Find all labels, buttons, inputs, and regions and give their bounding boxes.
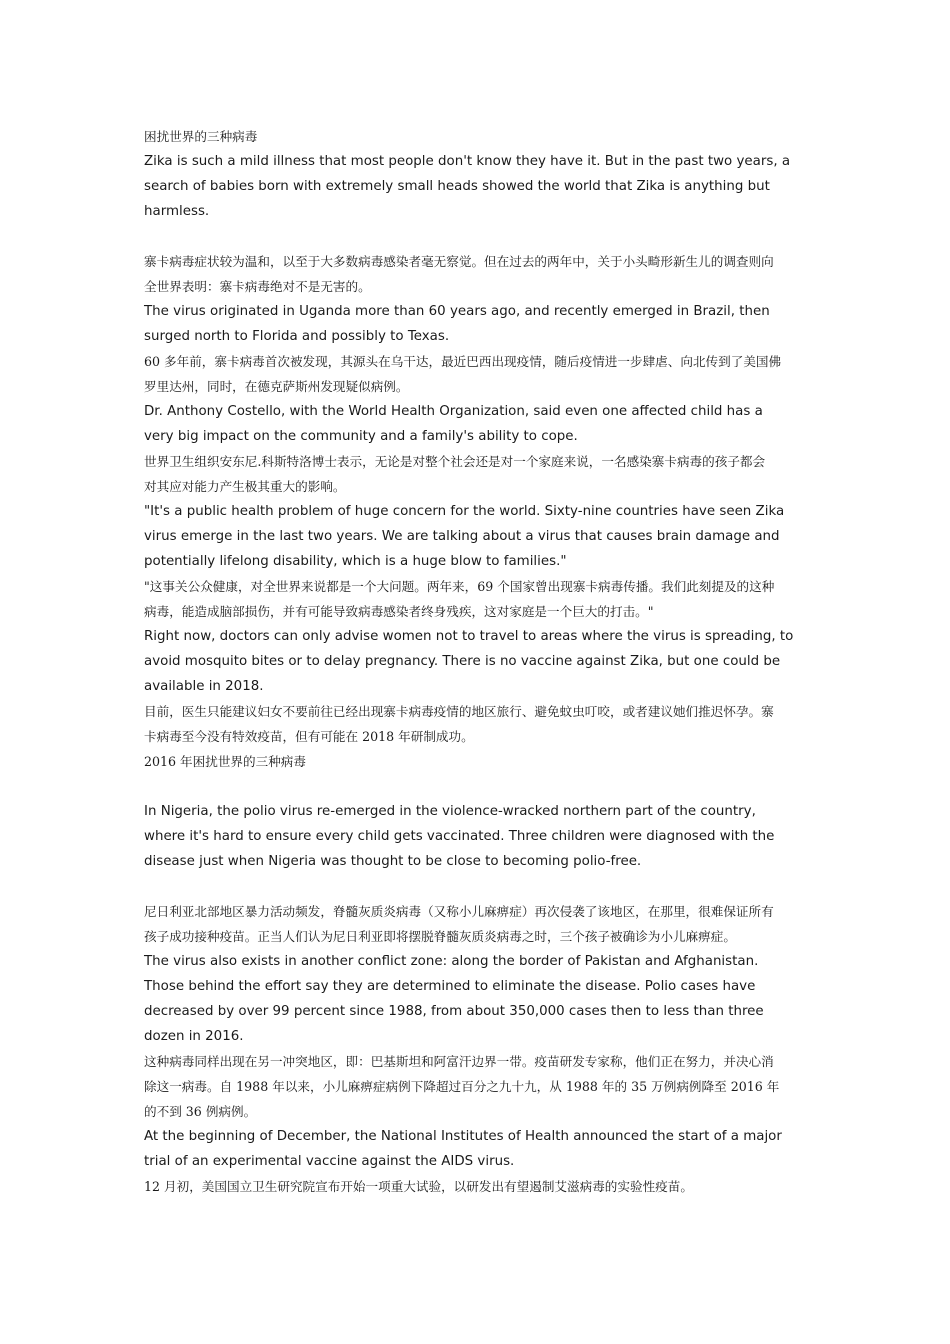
text-line: "这事关公众健康，对全世界来说都是一个大问题。两年来，69 个国家曾出现寨卡病毒传播。我们此刻提及的这种 [144,579,775,594]
text-line: trial of an experimental vaccine against the AIDS virus. [144,1154,515,1169]
chinese-paragraph [144,1174,810,1199]
english-paragraph [144,624,810,699]
text-line: virus emerge in the last two years. We are talking about a virus that causes brain damage and [144,529,780,544]
chinese-paragraph [144,574,810,624]
text-line: surged north to Florida and possibly to Texas. [144,329,450,344]
english-paragraph [144,399,810,449]
chinese-paragraph [144,1049,810,1124]
text-line: In Nigeria, the polio virus re-emerged in the violence-wracked northern part of the country, [144,804,756,819]
chinese-paragraph [144,899,810,949]
english-paragraph [144,1124,810,1174]
text-line: 罗里达州，同时，在德克萨斯州发现疑似病例。 [144,379,409,394]
chinese-paragraph [144,699,810,774]
paragraph-gap [144,774,810,799]
text-line: "It's a public health problem of huge concern for the world. Sixty-nine countries have seen Zika [144,504,785,519]
text-line: 目前，医生只能建议妇女不要前往已经出现寨卡病毒疫情的地区旅行、避免蚊虫叮咬，或者建议她们推迟怀孕。寨 [144,704,774,719]
text-line: Right now, doctors can only advise women not to travel to areas where the virus is spreading, to [144,629,794,644]
text-line: The virus originated in Uganda more than 60 years ago, and recently emerged in Brazil, then [144,304,770,319]
chinese-paragraph [144,124,810,149]
text-line: disease just when Nigeria was thought to be close to becoming polio-free. [144,854,642,869]
text-line: potentially lifelong disability, which is a huge blow to families." [144,554,567,569]
english-paragraph [144,949,810,1049]
text-line: At the beginning of December, the National Institutes of Health announced the start of a major [144,1129,782,1144]
text-line: Dr. Anthony Costello, with the World Health Organization, said even one affected child has a [144,404,763,419]
text-line: available in 2018. [144,679,264,694]
text-line: 寨卡病毒症状较为温和，以至于大多数病毒感染者毫无察觉。但在过去的两年中，关于小头畸形新生儿的调查则向 [144,254,774,269]
chinese-paragraph [144,349,810,399]
chinese-paragraph [144,249,810,299]
paragraph-gap [144,874,810,899]
text-line: 的不到 36 例病例。 [144,1104,257,1119]
text-line: Those behind the effort say they are determined to eliminate the disease. Polio cases have [144,979,756,994]
text-line: 除这一病毒。自 1988 年以来，小儿麻痹症病例下降超过百分之九十九，从 1988 年的 35 万例病例降至 2016 年 [144,1079,780,1094]
text-line: 孩子成功接种疫苗。正当人们认为尼日利亚即将摆脱脊髓灰质炎病毒之时，三个孩子被确诊为小儿麻痹症。 [144,929,736,944]
text-line: 全世界表明：寨卡病毒绝对不是无害的。 [144,279,371,294]
text-line: 12 月初，美国国立卫生研究院宣布开始一项重大试验，以研发出有望遏制艾滋病毒的实验性疫苗。 [144,1179,693,1194]
english-paragraph [144,499,810,574]
english-paragraph [144,149,810,224]
text-line: where it's hard to ensure every child gets vaccinated. Three children were diagnosed with the [144,829,775,844]
chinese-paragraph [144,449,810,499]
text-line: 这种病毒同样出现在另一冲突地区，即：巴基斯坦和阿富汗边界一带。疫苗研发专家称，他们正在努力，并决心消 [144,1054,774,1069]
english-paragraph [144,799,810,874]
text-line: Zika is such a mild illness that most people don't know they have it. But in the past two years, a [144,154,791,169]
text-line: avoid mosquito bites or to delay pregnancy. There is no vaccine against Zika, but one could be [144,654,781,669]
text-line: 2016 年困扰世界的三种病毒 [144,754,306,769]
text-line: 卡病毒至今没有特效疫苗，但有可能在 2018 年研制成功。 [144,729,474,744]
text-line: The virus also exists in another conflict zone: along the border of Pakistan and Afghanistan. [144,954,759,969]
text-line: decreased by over 99 percent since 1988, from about 350,000 cases then to less than three [144,1004,764,1019]
text-line: 困扰世界的三种病毒 [144,129,258,144]
text-line: search of babies born with extremely small heads showed the world that Zika is anything but [144,179,770,194]
text-line: harmless. [144,204,210,219]
text-line: 世界卫生组织安东尼.科斯特洛博士表示，无论是对整个社会还是对一个家庭来说，一名感染寨卡病毒的孩子都会 [144,454,766,469]
text-line: very big impact on the community and a family's ability to cope. [144,429,578,444]
text-line: 60 多年前，寨卡病毒首次被发现，其源头在乌干达，最近巴西出现疫情，随后疫情进一步肆虐、向北传到了美国佛 [144,354,782,369]
paragraph-gap [144,224,810,249]
english-paragraph [144,299,810,349]
text-line: 对其应对能力产生极其重大的影响。 [144,479,346,494]
text-line: dozen in 2016. [144,1029,244,1044]
text-line: 病毒，能造成脑部损伤，并有可能导致病毒感染者终身残疾，这对家庭是一个巨大的打击。" [144,604,654,619]
text-line: 尼日利亚北部地区暴力活动频发，脊髓灰质炎病毒（又称小儿麻痹症）再次侵袭了该地区，在那里，很难保证所有 [144,904,774,919]
document-page [144,124,810,1199]
